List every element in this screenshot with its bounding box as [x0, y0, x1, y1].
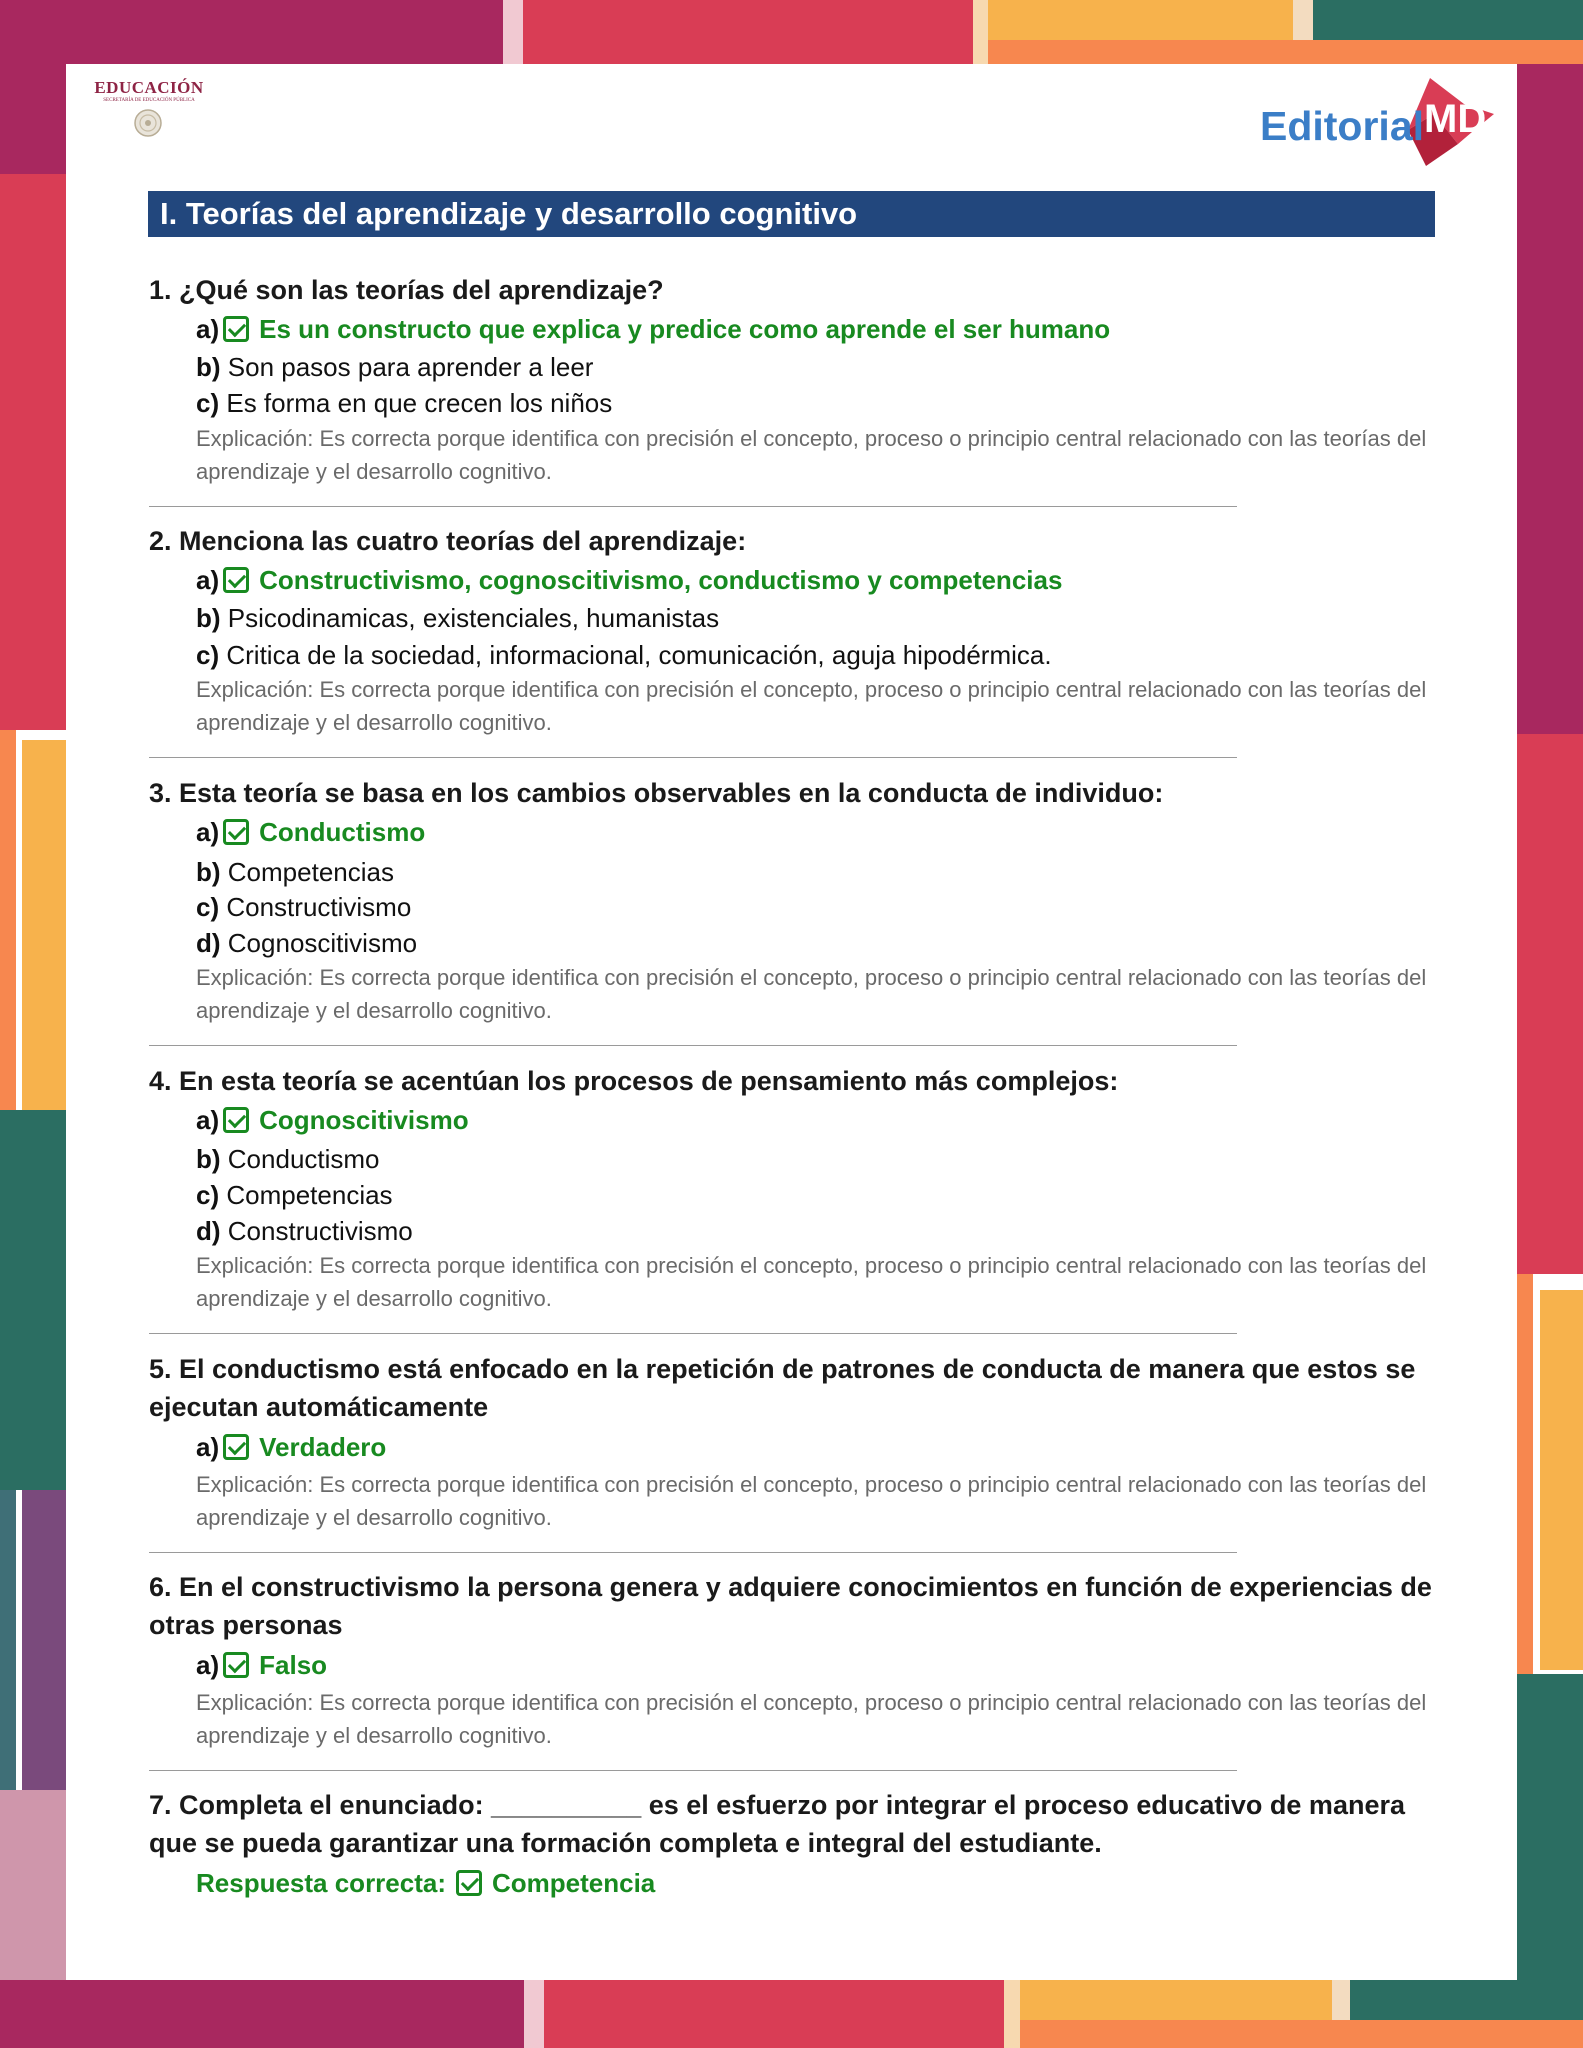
option-2a-correct: [196, 563, 1062, 597]
question-6: 6. En el constructivismo la persona genera y adquiere conocimientos en función de experiencias de otras personas: [149, 1572, 1432, 1640]
check-square-icon: [223, 567, 249, 593]
option-letter: b): [196, 603, 221, 633]
option-3d: [196, 926, 417, 960]
question-2: 2. Menciona las cuatro teorías del aprendizaje:: [149, 526, 747, 556]
question-7: 7. Completa el enunciado: __________ es el esfuerzo por integrar el proceso educativo de manera que se pueda garantizar una formación completa e integral del estudiante.: [149, 1790, 1405, 1858]
question-1: 1. ¿Qué son las teorías del aprendizaje?: [149, 275, 664, 305]
option-4c: [196, 1178, 393, 1212]
option-text: Verdadero: [259, 1432, 387, 1462]
check-square-icon: [223, 1107, 249, 1133]
option-letter: a): [196, 1432, 220, 1462]
option-text: Competencias: [226, 1180, 393, 1210]
option-2b: [196, 601, 719, 635]
option-letter: d): [196, 1216, 221, 1246]
svg-text:MD: MD: [1424, 97, 1487, 141]
section-title: I. Teorías del aprendizaje y desarrollo cognitivo: [160, 196, 858, 231]
check-square-icon: [223, 1652, 249, 1678]
option-text: Es forma en que crecen los niños: [226, 388, 613, 418]
option-text: Conductismo: [227, 1144, 380, 1174]
sep-logo-text: EDUCACIÓN: [94, 78, 204, 97]
check-square-icon: [223, 1434, 249, 1460]
option-letter: c): [196, 640, 220, 670]
option-6a-correct: [196, 1648, 327, 1682]
option-letter: c): [196, 388, 220, 418]
option-text: Psicodinamicas, existenciales, humanistas: [227, 603, 720, 633]
option-2c: [196, 638, 1052, 672]
option-text: Constructivismo: [226, 892, 412, 922]
option-letter: a): [196, 817, 220, 847]
option-letter: a): [196, 1650, 220, 1680]
answer-text: Competencia: [492, 1868, 656, 1898]
divider: [149, 757, 1237, 758]
answer-label: Respuesta correcta:: [196, 1868, 446, 1898]
option-text: Cognoscitivismo: [227, 928, 418, 958]
option-text: Critica de la sociedad, informacional, comunicación, aguja hipodérmica.: [226, 640, 1052, 670]
check-square-icon: [223, 316, 249, 342]
explanation-1: Explicación: Es correcta porque identifica con precisión el concepto, proceso o principio central relacionado con las teorías del aprendizaje y el desarrollo cognitivo.: [196, 426, 1427, 484]
explanation-2: Explicación: Es correcta porque identifica con precisión el concepto, proceso o principio central relacionado con las teorías del aprendizaje y el desarrollo cognitivo.: [196, 677, 1427, 735]
sep-logo-subtitle: SECRETARÍA DE EDUCACIÓN PÚBLICA: [103, 98, 195, 103]
option-text: Conductismo: [259, 817, 426, 847]
option-text: Es un constructo que explica y predice como aprende el ser humano: [259, 314, 1111, 344]
option-letter: b): [196, 857, 221, 887]
question-5: 5. El conductismo está enfocado en la repetición de patrones de conducta de manera que estos se ejecutan automáticamente: [149, 1354, 1416, 1422]
option-letter: d): [196, 928, 221, 958]
option-letter: b): [196, 352, 221, 382]
option-4b: [196, 1142, 380, 1176]
option-text: Constructivismo, cognoscitivismo, conductismo y competencias: [259, 565, 1063, 595]
option-1c: [196, 386, 612, 420]
divider: [149, 506, 1237, 507]
editorial-logo-text: Editorial: [1260, 103, 1425, 149]
divider: [149, 1552, 1237, 1553]
check-square-icon: [456, 1870, 482, 1896]
option-5a-correct: [196, 1430, 386, 1464]
option-letter: c): [196, 1180, 220, 1210]
option-text: Competencias: [227, 857, 394, 887]
option-text: Falso: [259, 1650, 328, 1680]
option-3b: [196, 855, 394, 889]
explanation-4: Explicación: Es correcta porque identifica con precisión el concepto, proceso o principio central relacionado con las teorías del aprendizaje y el desarrollo cognitivo.: [196, 1253, 1427, 1311]
option-4d: [196, 1214, 413, 1248]
option-text: Constructivismo: [227, 1216, 413, 1246]
option-letter: a): [196, 565, 220, 595]
check-square-icon: [223, 819, 249, 845]
option-3a-correct: [196, 815, 425, 849]
option-1b: [196, 350, 593, 384]
option-letter: b): [196, 1144, 221, 1174]
option-4a-correct: [196, 1103, 469, 1137]
divider: [149, 1333, 1237, 1334]
explanation-3: Explicación: Es correcta porque identifica con precisión el concepto, proceso o principio central relacionado con las teorías del aprendizaje y el desarrollo cognitivo.: [196, 965, 1427, 1023]
option-1a-correct: [196, 312, 1110, 346]
question-3: 3. Esta teoría se basa en los cambios observables en la conducta de individuo:: [149, 778, 1164, 808]
option-text: Cognoscitivismo: [259, 1105, 469, 1135]
explanation-6: Explicación: Es correcta porque identifica con precisión el concepto, proceso o principio central relacionado con las teorías del aprendizaje y el desarrollo cognitivo.: [196, 1690, 1427, 1748]
option-letter: c): [196, 892, 220, 922]
national-seal-icon: [133, 108, 163, 138]
answer-7: [196, 1866, 655, 1900]
option-text: Son pasos para aprender a leer: [227, 352, 594, 382]
divider: [149, 1045, 1237, 1046]
option-letter: a): [196, 314, 220, 344]
explanation-5: Explicación: Es correcta porque identifica con precisión el concepto, proceso o principio central relacionado con las teorías del aprendizaje y el desarrollo cognitivo.: [196, 1472, 1427, 1530]
divider: [149, 1770, 1237, 1771]
question-4: 4. En esta teoría se acentúan los procesos de pensamiento más complejos:: [149, 1066, 1119, 1096]
option-letter: a): [196, 1105, 220, 1135]
option-3c: [196, 890, 411, 924]
